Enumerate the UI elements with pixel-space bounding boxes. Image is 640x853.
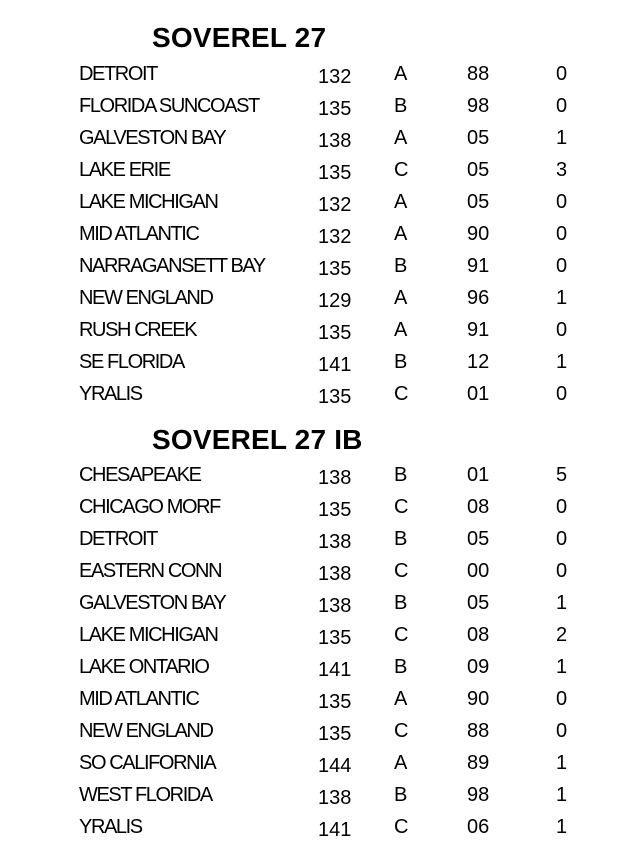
fleet-name: FLORIDA SUNCOAST (79, 95, 259, 117)
fleet-name: LAKE MICHIGAN (79, 191, 218, 213)
count-value: 0 (556, 383, 568, 405)
count-value: 1 (556, 287, 568, 309)
year-code: 00 (467, 560, 490, 582)
grade-letter: C (394, 383, 409, 405)
year-code: 90 (467, 688, 490, 710)
count-value: 1 (556, 127, 568, 149)
table-row (0, 619, 640, 651)
table-row (0, 218, 640, 250)
fleet-name: DETROIT (79, 528, 157, 550)
rating-number: 135 (318, 386, 352, 408)
year-code: 05 (467, 191, 490, 213)
rating-number: 138 (318, 531, 352, 553)
rating-number: 141 (318, 819, 352, 841)
year-code: 88 (467, 720, 490, 742)
grade-letter: C (394, 560, 409, 582)
fleet-name: NEW ENGLAND (79, 720, 213, 742)
fleet-name: SE FLORIDA (79, 351, 184, 373)
grade-letter: B (394, 592, 408, 614)
count-value: 0 (556, 319, 568, 341)
count-value: 1 (556, 351, 568, 373)
rating-number: 138 (318, 787, 352, 809)
table-row (0, 587, 640, 619)
count-value: 0 (556, 720, 568, 742)
section-title-soverel-27-ib: SOVEREL 27 IB (152, 424, 363, 455)
table-row (0, 491, 640, 523)
count-value: 0 (556, 688, 568, 710)
grade-letter: B (394, 656, 408, 678)
grade-letter: A (394, 191, 408, 213)
table-row (0, 186, 640, 218)
year-code: 05 (467, 528, 490, 550)
count-value: 0 (556, 223, 568, 245)
rating-number: 135 (318, 627, 352, 649)
count-value: 0 (556, 560, 568, 582)
count-value: 1 (556, 592, 568, 614)
rating-number: 129 (318, 290, 352, 312)
rating-number: 135 (318, 691, 352, 713)
year-code: 05 (467, 127, 490, 149)
count-value: 1 (556, 656, 568, 678)
fleet-name: MID ATLANTIC (79, 223, 199, 245)
grade-letter: B (394, 351, 408, 373)
count-value: 2 (556, 624, 568, 646)
grade-letter: A (394, 319, 408, 341)
year-code: 88 (467, 63, 490, 85)
table-row (0, 378, 640, 410)
grade-letter: A (394, 63, 408, 85)
table-row (0, 779, 640, 811)
grade-letter: C (394, 496, 409, 518)
table-row (0, 250, 640, 282)
grade-letter: B (394, 95, 408, 117)
rating-number: 135 (318, 98, 352, 120)
rating-number: 132 (318, 194, 352, 216)
count-value: 0 (556, 191, 568, 213)
fleet-name: RUSH CREEK (79, 319, 197, 341)
grade-letter: B (394, 784, 408, 806)
grade-letter: B (394, 528, 408, 550)
fleet-name: MID ATLANTIC (79, 688, 199, 710)
fleet-name: WEST FLORIDA (79, 784, 212, 806)
rating-number: 132 (318, 66, 352, 88)
year-code: 98 (467, 784, 490, 806)
year-code: 89 (467, 752, 490, 774)
fleet-name: GALVESTON BAY (79, 592, 226, 614)
fleet-name: YRALIS (79, 816, 142, 838)
grade-letter: A (394, 287, 408, 309)
table-row (0, 154, 640, 186)
rating-number: 135 (318, 723, 352, 745)
table-row (0, 811, 640, 843)
year-code: 08 (467, 624, 490, 646)
grade-letter: A (394, 127, 408, 149)
grade-letter: C (394, 624, 409, 646)
rating-number: 135 (318, 162, 352, 184)
rating-number: 135 (318, 322, 352, 344)
count-value: 0 (556, 95, 568, 117)
year-code: 90 (467, 223, 490, 245)
table-row (0, 314, 640, 346)
count-value: 1 (556, 784, 568, 806)
count-value: 1 (556, 816, 568, 838)
grade-letter: B (394, 464, 408, 486)
year-code: 12 (467, 351, 490, 373)
fleet-name: SO CALIFORNIA (79, 752, 216, 774)
table-row (0, 122, 640, 154)
year-code: 05 (467, 592, 490, 614)
rating-number: 135 (318, 499, 352, 521)
rating-number: 141 (318, 659, 352, 681)
rating-number: 138 (318, 595, 352, 617)
year-code: 01 (467, 383, 490, 405)
grade-letter: A (394, 688, 408, 710)
year-code: 01 (467, 464, 490, 486)
fleet-table-soverel-27-ib (0, 459, 640, 843)
year-code: 08 (467, 496, 490, 518)
year-code: 96 (467, 287, 490, 309)
table-row (0, 683, 640, 715)
count-value: 0 (556, 63, 568, 85)
table-row (0, 523, 640, 555)
count-value: 5 (556, 464, 568, 486)
table-row (0, 282, 640, 314)
rating-number: 135 (318, 258, 352, 280)
fleet-name: NEW ENGLAND (79, 287, 213, 309)
rating-number: 138 (318, 563, 352, 585)
grade-letter: C (394, 720, 409, 742)
fleet-name: EASTERN CONN (79, 560, 222, 582)
rating-number: 132 (318, 226, 352, 248)
count-value: 1 (556, 752, 568, 774)
section-title-soverel-27: SOVEREL 27 (152, 22, 327, 53)
rating-number: 141 (318, 354, 352, 376)
fleet-table-soverel-27 (0, 58, 640, 410)
table-row (0, 90, 640, 122)
fleet-name: NARRAGANSETT BAY (79, 255, 265, 277)
count-value: 3 (556, 159, 568, 181)
year-code: 09 (467, 656, 490, 678)
fleet-name: LAKE ONTARIO (79, 656, 209, 678)
count-value: 0 (556, 496, 568, 518)
table-row (0, 747, 640, 779)
year-code: 91 (467, 255, 490, 277)
count-value: 0 (556, 528, 568, 550)
table-row (0, 651, 640, 683)
fleet-name: CHESAPEAKE (79, 464, 201, 486)
year-code: 06 (467, 816, 490, 838)
grade-letter: C (394, 159, 409, 181)
grade-letter: A (394, 752, 408, 774)
fleet-name: CHICAGO MORF (79, 496, 220, 518)
fleet-name: LAKE MICHIGAN (79, 624, 218, 646)
rating-number: 138 (318, 130, 352, 152)
table-row (0, 58, 640, 90)
rating-number: 138 (318, 467, 352, 489)
table-row (0, 459, 640, 491)
fleet-name: DETROIT (79, 63, 157, 85)
rating-number: 144 (318, 755, 352, 777)
year-code: 98 (467, 95, 490, 117)
table-row (0, 715, 640, 747)
year-code: 91 (467, 319, 490, 341)
grade-letter: A (394, 223, 408, 245)
fleet-name: LAKE ERIE (79, 159, 170, 181)
table-row (0, 555, 640, 587)
grade-letter: B (394, 255, 408, 277)
count-value: 0 (556, 255, 568, 277)
fleet-name: GALVESTON BAY (79, 127, 226, 149)
year-code: 05 (467, 159, 490, 181)
table-row (0, 346, 640, 378)
grade-letter: C (394, 816, 409, 838)
fleet-name: YRALIS (79, 383, 142, 405)
